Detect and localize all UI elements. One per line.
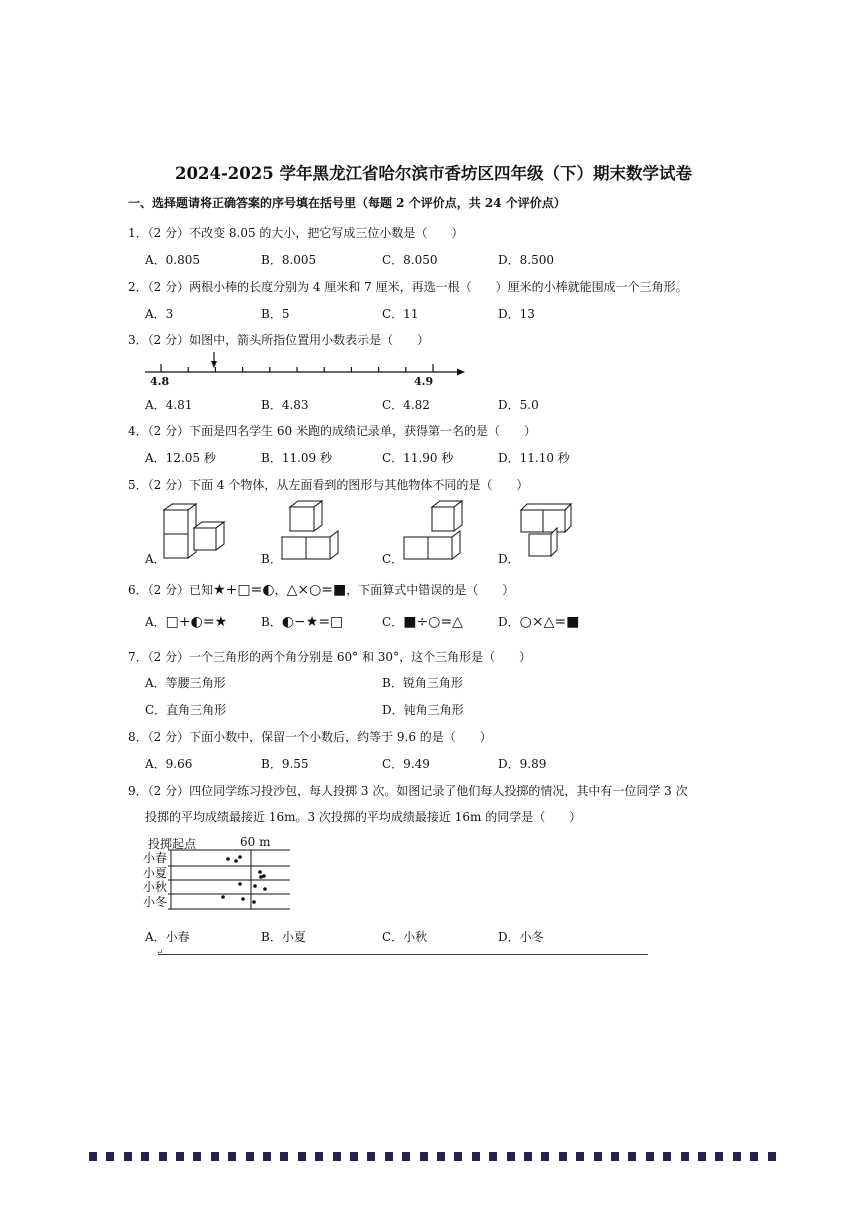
question-3-stem: 3．（2 分）如图中，箭头所指位置用小数表示是（ ） [128, 333, 430, 347]
q6-option-b-label: B． [261, 615, 282, 629]
q7-option-a[interactable]: A．等腰三角形 [145, 676, 226, 690]
q1-option-d[interactable]: D．8.500 [498, 253, 554, 267]
q6-option-b[interactable] [261, 613, 343, 630]
footer-square [124, 1152, 132, 1161]
row-label-xiaoqiu: 小秋 [143, 880, 168, 894]
q8-option-d[interactable]: D．9.89 [498, 757, 547, 771]
cube-figure-a [158, 498, 230, 564]
q4-option-c[interactable]: C．11.90 秒 [382, 451, 454, 465]
q7-option-c[interactable]: C．直角三角形 [145, 703, 227, 717]
q9-option-a[interactable]: A．小春 [145, 930, 190, 944]
footer-square [211, 1152, 219, 1161]
q2-option-c[interactable]: C．11 [382, 307, 419, 321]
footer-square [333, 1152, 341, 1161]
q6-separator: ， [274, 583, 287, 597]
q5-option-b[interactable]: B． [261, 552, 282, 566]
q2-option-a[interactable]: A．3 [145, 307, 174, 321]
row-label-xiaochun: 小春 [143, 851, 168, 865]
footer-square [263, 1152, 271, 1161]
page-title: 2024-2025 学年黑龙江省哈尔滨市香坊区四年级（下）期末数学试卷 [175, 164, 692, 183]
footer-square [315, 1152, 323, 1161]
footer-square [611, 1152, 619, 1161]
row-label-xiaoxia: 小夏 [143, 865, 168, 880]
question-4-stem: 4．（2 分）下面是四名学生 60 米跑的成绩记录单，获得第一名的是（ ） [128, 424, 536, 438]
q3-option-b[interactable]: B．4.83 [261, 398, 309, 412]
question-9-stem-line-2: 投掷的平均成绩最接近 16m。3 次投掷的平均成绩最接近 16m 的同学是（ ） [145, 810, 582, 824]
q6-given-equation-2: △×○=■ [286, 582, 347, 598]
q6-option-c-label: C． [382, 615, 404, 629]
footer-square [715, 1152, 723, 1161]
footer-square [594, 1152, 602, 1161]
footer-square [193, 1152, 201, 1161]
footer-square [733, 1152, 741, 1161]
q6-option-c-expression: ■÷○=△ [403, 614, 463, 630]
q6-option-a-expression: □+◐=★ [165, 614, 228, 630]
footer-square [246, 1152, 254, 1161]
throw-chart [168, 848, 293, 914]
footer-square [750, 1152, 758, 1161]
q8-option-c[interactable]: C．9.49 [382, 757, 430, 771]
q3-option-c[interactable]: C．4.82 [382, 398, 430, 412]
section-heading: 一、选择题请将正确答案的序号填在括号里（每题 2 个评价点，共 24 个评价点） [128, 196, 566, 210]
q7-option-b[interactable]: B．锐角三角形 [382, 676, 463, 690]
q6-option-d-expression: ○×△=■ [519, 614, 580, 630]
q3-option-d[interactable]: D．5.0 [498, 398, 539, 412]
q9-option-d[interactable]: D．小冬 [498, 930, 544, 944]
footer-square [141, 1152, 149, 1161]
question-1-stem: 1．（2 分）不改变 8.05 的大小，把它写成三位小数是（ ） [128, 226, 464, 240]
q6-given-equation-1: ★+□=◐ [213, 582, 275, 598]
q6-option-d-label: D． [498, 615, 520, 629]
footer-square [420, 1152, 428, 1161]
footer-square [350, 1152, 358, 1161]
question-7-stem: 7．（2 分）一个三角形的两个角分别是 60° 和 30°，这个三角形是（ ） [128, 650, 532, 664]
footer-square [489, 1152, 497, 1161]
footer-square [298, 1152, 306, 1161]
q6-option-a[interactable] [145, 613, 227, 630]
q6-option-c[interactable] [382, 613, 463, 630]
q9-option-b[interactable]: B．小夏 [261, 930, 306, 944]
cube-figure-d [515, 498, 577, 564]
footer-square [367, 1152, 375, 1161]
footer-square [89, 1152, 97, 1161]
footer-square [472, 1152, 480, 1161]
footer-square [106, 1152, 114, 1161]
footer-square [524, 1152, 532, 1161]
down-arrow-icon [211, 352, 217, 368]
question-9-stem-line-1: 9．（2 分）四位同学练习投沙包，每人投掷 3 次。如图记录了他们每人投掷的情况，其中有一位同学 3 次 [128, 784, 688, 798]
footer-square [437, 1152, 445, 1161]
footer-square [385, 1152, 393, 1161]
cube-figure-c [398, 495, 470, 563]
q6-option-a-label: A． [145, 615, 166, 629]
footer-square [454, 1152, 462, 1161]
q9-option-c[interactable]: C．小秋 [382, 930, 428, 944]
q5-option-a[interactable]: A． [145, 552, 166, 566]
q4-option-b[interactable]: B．11.09 秒 [261, 451, 332, 465]
throw-chart-header: 投掷起点 [148, 837, 197, 851]
q8-option-a[interactable]: A．9.66 [145, 757, 193, 771]
q6-stem-end: ，下面算式中错误的是（ ） [346, 583, 515, 597]
footer-square [176, 1152, 184, 1161]
q1-option-c[interactable]: C．8.050 [382, 253, 438, 267]
throw-chart-mark-label: 60 m [240, 835, 271, 849]
footer-square [663, 1152, 671, 1161]
q7-option-d[interactable]: D．钝角三角形 [382, 703, 464, 717]
question-6-stem [128, 581, 514, 598]
end-divider [158, 954, 648, 955]
return-mark-icon: ↵ [156, 948, 164, 958]
tick-label-end: 4.9 [414, 375, 434, 388]
footer-square [541, 1152, 549, 1161]
tick-label-start: 4.8 [150, 375, 170, 388]
footer-square [280, 1152, 288, 1161]
footer-square [159, 1152, 167, 1161]
footer-square [628, 1152, 636, 1161]
footer-square [228, 1152, 236, 1161]
q6-option-d[interactable] [498, 613, 579, 630]
question-8-stem: 8．（2 分）下面小数中，保留一个小数后，约等于 9.6 的是（ ） [128, 730, 492, 744]
q5-option-c[interactable]: C． [382, 552, 404, 566]
cube-figure-b [276, 495, 348, 563]
footer-square [646, 1152, 654, 1161]
q1-option-a[interactable]: A．0.805 [145, 253, 201, 267]
footer-square [698, 1152, 706, 1161]
q6-stem-start: 6．（2 分）已知 [128, 583, 214, 597]
q8-option-b[interactable]: B．9.55 [261, 757, 309, 771]
question-5-stem: 5．（2 分）下面 4 个物体，从左面看到的图形与其他物体不同的是（ ） [128, 478, 529, 492]
q6-option-b-expression: ◐−★=□ [281, 614, 344, 630]
footer-square [681, 1152, 689, 1161]
q5-option-d[interactable]: D． [498, 552, 520, 566]
footer-square [768, 1152, 776, 1161]
q3-option-a[interactable]: A．4.81 [145, 398, 193, 412]
q1-option-b[interactable]: B．8.005 [261, 253, 317, 267]
q4-option-a[interactable]: A．12.05 秒 [145, 451, 216, 465]
footer-square [507, 1152, 515, 1161]
q4-option-d[interactable]: D．11.10 秒 [498, 451, 570, 465]
row-label-xiaodong: 小冬 [143, 894, 168, 909]
footer-square [559, 1152, 567, 1161]
throw-chart-row-labels [143, 851, 167, 909]
q2-option-d[interactable]: D．13 [498, 307, 535, 321]
question-2-stem: 2．（2 分）两根小棒的长度分别为 4 厘米和 7 厘米，再选一根（ ）厘米的小棒就能围成一个三角形。 [128, 280, 688, 294]
footer-square [576, 1152, 584, 1161]
footer-square [402, 1152, 410, 1161]
q2-option-b[interactable]: B．5 [261, 307, 290, 321]
number-line-ticks [161, 364, 433, 372]
